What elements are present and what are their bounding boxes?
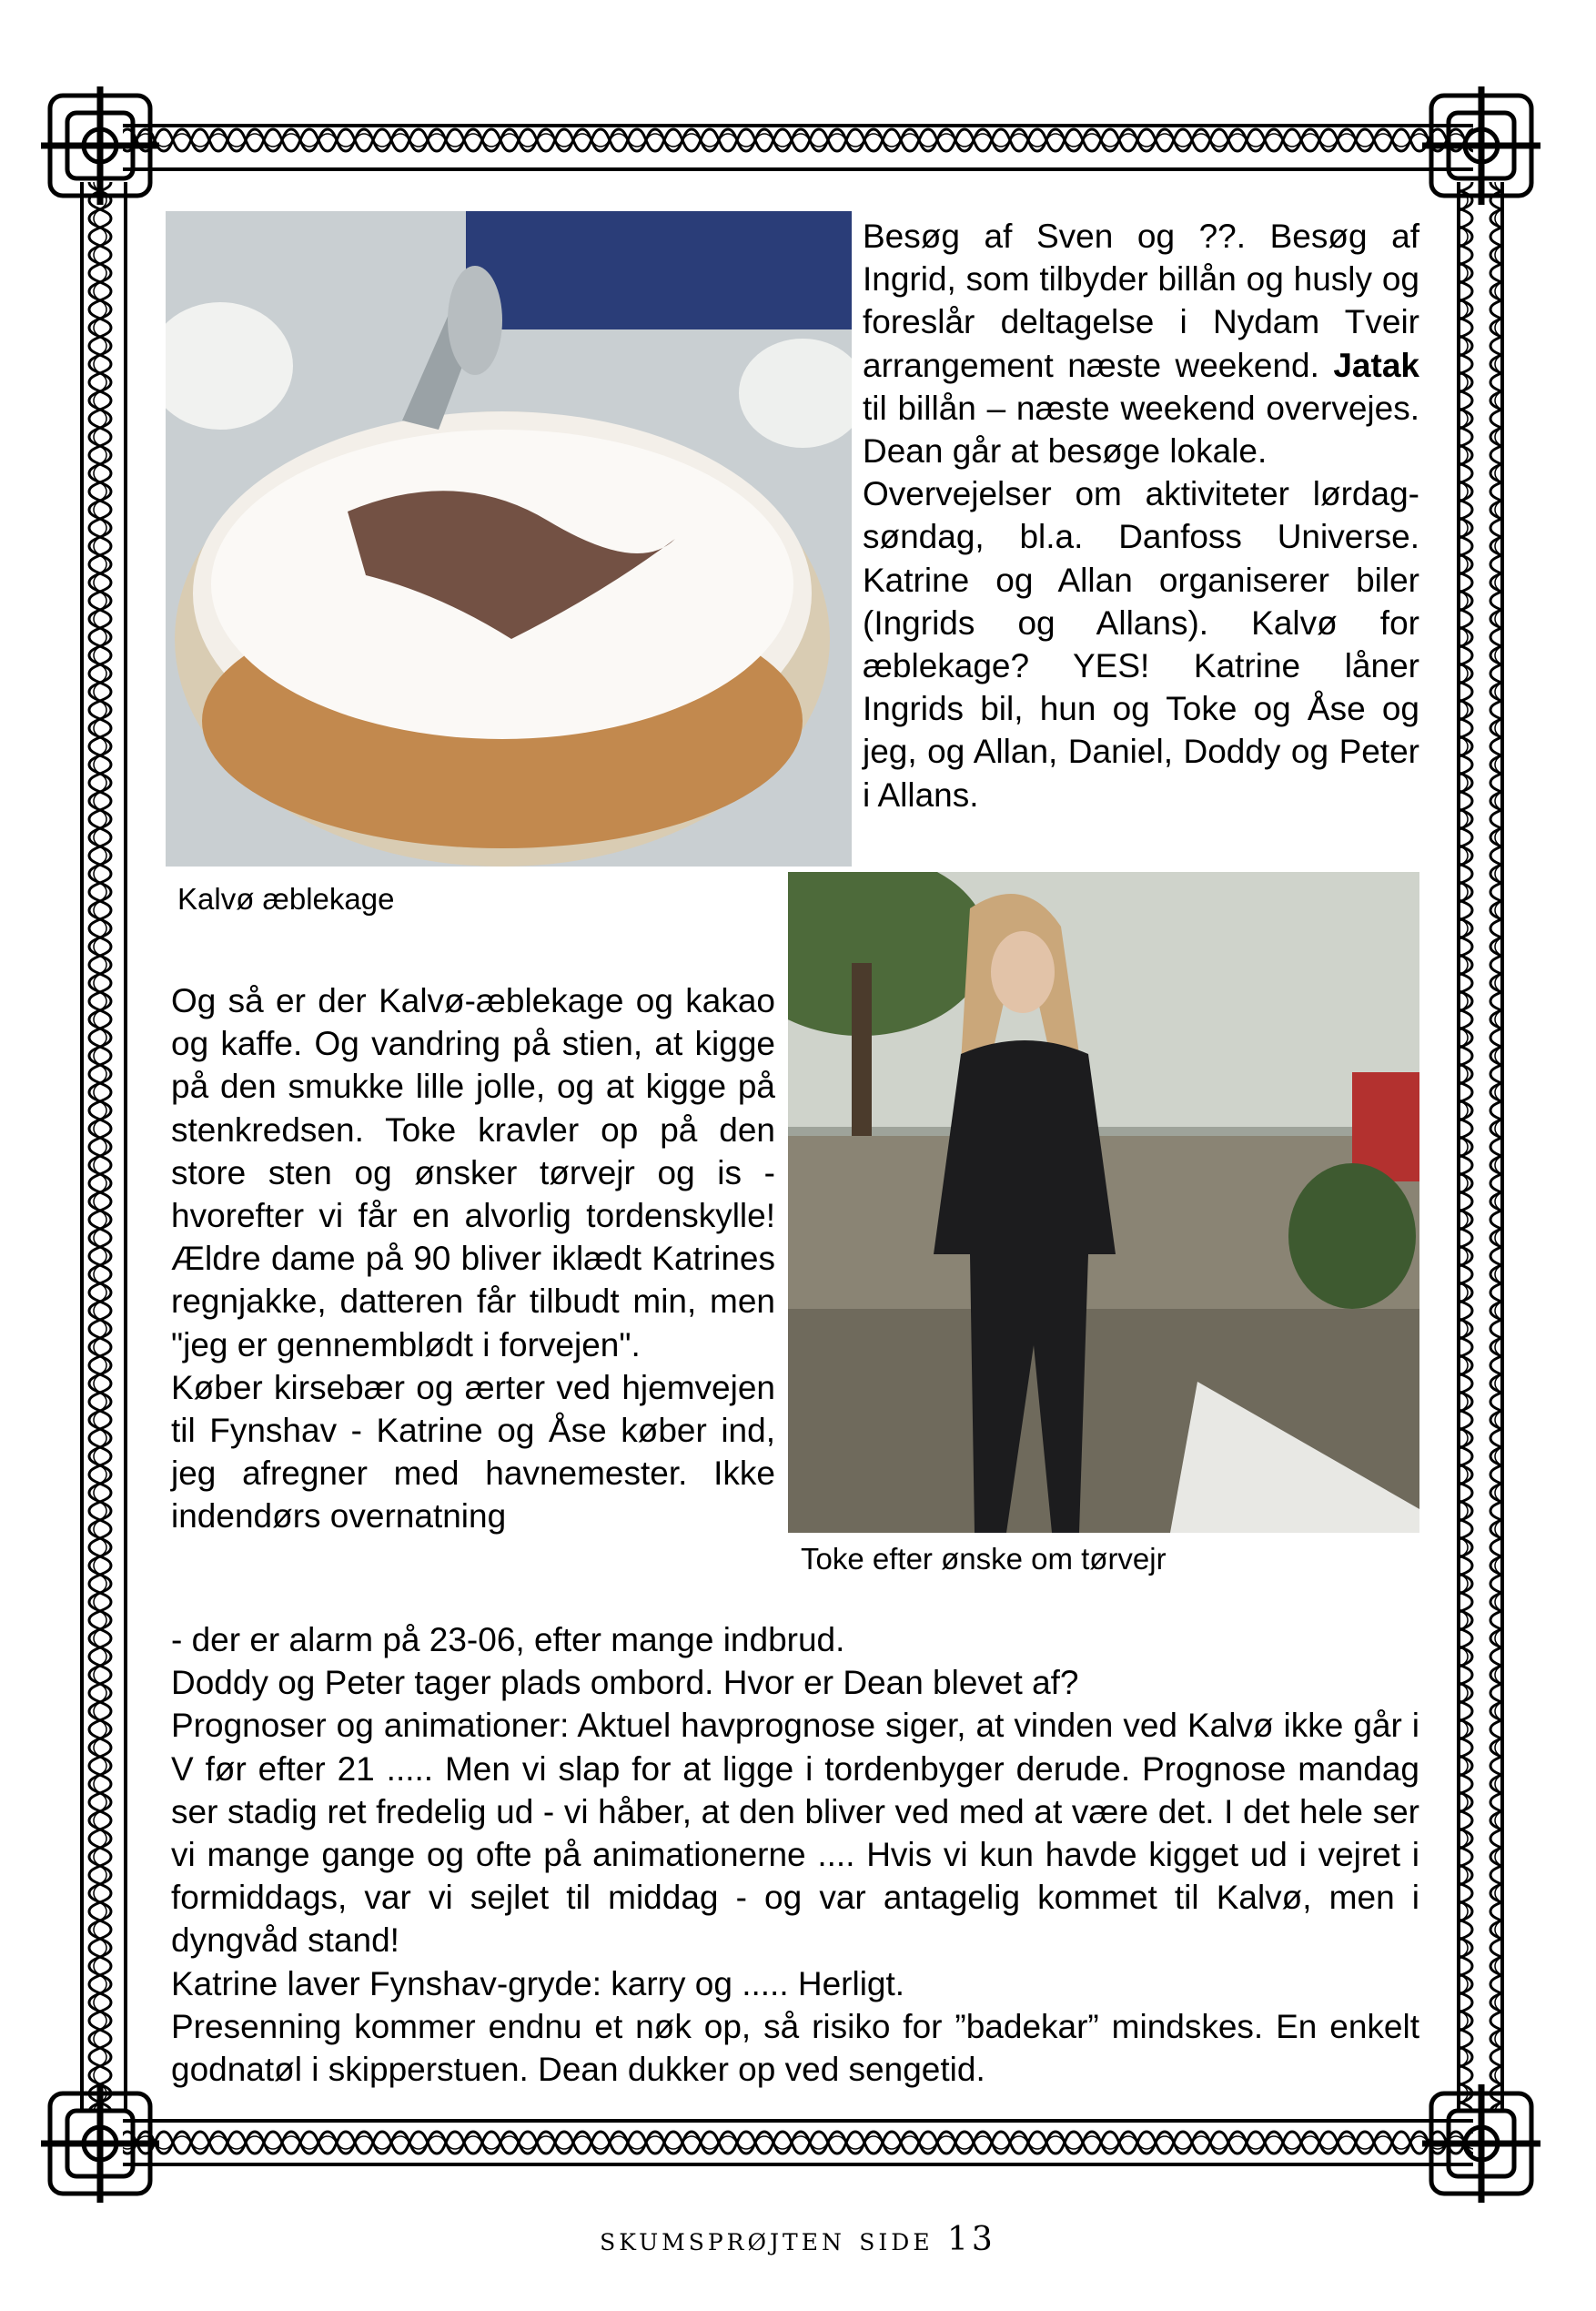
paragraph: Besøg af Sven og ??. Besøg af Ingrid, som tilbyder billån og husly og foreslår deltagelse i Nydam Tveir arrangement næste weekend. Jatak til billån – næste weekend overvejes. Dean går at besøge lokale. bbox=[863, 218, 1419, 471]
paragraph: Overvejelser om aktiviteter lørdag-søndag, bl.a. Danfoss Universe. Katrine og Allan organiserer biler (Ingrids og Allans). Kalvø for æblekage? YES! Katrine låner Ingrids bil, hun og Toke og Åse og jeg, og Allan, Daniel, Doddy og Peter i Allans. bbox=[863, 475, 1419, 814]
paragraph: Og så er der Kalvø-æblekage og kakao og kaffe. Og vandring på stien, at kigge på den smukke lille jolle, og at kigge på stenkredsen. Toke kravler op på den store sten og ønsker tørvejr og is - hvorefter vi får en alvorlig tordenskylle! Ældre dame på 90 bliver iklædt Katrines regnjakke, datteren får tilbudt min, men "jeg er gennemblødt i forvejen". bbox=[171, 982, 775, 1363]
right-column-text bbox=[863, 215, 1419, 816]
paragraph: Doddy og Peter tager plads ombord. Hvor er Dean blevet af? bbox=[171, 1664, 1079, 1702]
left-column-text bbox=[171, 979, 775, 1538]
photo-toke-caption: Toke efter ønske om tørvejr bbox=[801, 1542, 1167, 1576]
photo-toke bbox=[788, 872, 1419, 1533]
paragraph: Katrine laver Fynshav-gryde: karry og ..... Herligt. bbox=[171, 1964, 905, 2002]
paragraph: - der er alarm på 23-06, efter mange indbrud. bbox=[171, 1621, 845, 1658]
bold-term: Jatak bbox=[1333, 346, 1419, 384]
page-footer: skumsprøjten side 13 bbox=[600, 2221, 996, 2258]
paragraph: Køber kirsebær og ærter ved hjemvejen til Fynshav - Katrine og Åse køber ind, jeg afregner med havnemester. Ikke indendørs overnatning bbox=[171, 1368, 775, 1536]
bottom-text bbox=[171, 1618, 1419, 2091]
photo-aeblekage bbox=[166, 211, 852, 867]
paragraph: Prognoser og animationer: Aktuel havprognose siger, at vinden ved Kalvø ikke går i V før efter 21 ..... Men vi slap for at ligge i tordenbyger derude. Prognose mandag ser stadig ret fredelig ud - vi håber, at den bliver ved med at være det. I det hele ser vi mange gange og ofte på animationerne .... Hvis vi kun havde kigget ud i vejret i formiddags, var vi sejlet til middag - og var antagelig kommet til Kalvø, men i dyngvåd stand! bbox=[171, 1707, 1419, 1960]
photo-aeblekage-caption: Kalvø æblekage bbox=[177, 882, 395, 916]
paragraph: Presenning kommer endnu et nøk op, så risiko for ”badekar” mindskes. En enkelt godnatøl i skipperstuen. Dean dukker op ved sengetid. bbox=[171, 2007, 1419, 2089]
